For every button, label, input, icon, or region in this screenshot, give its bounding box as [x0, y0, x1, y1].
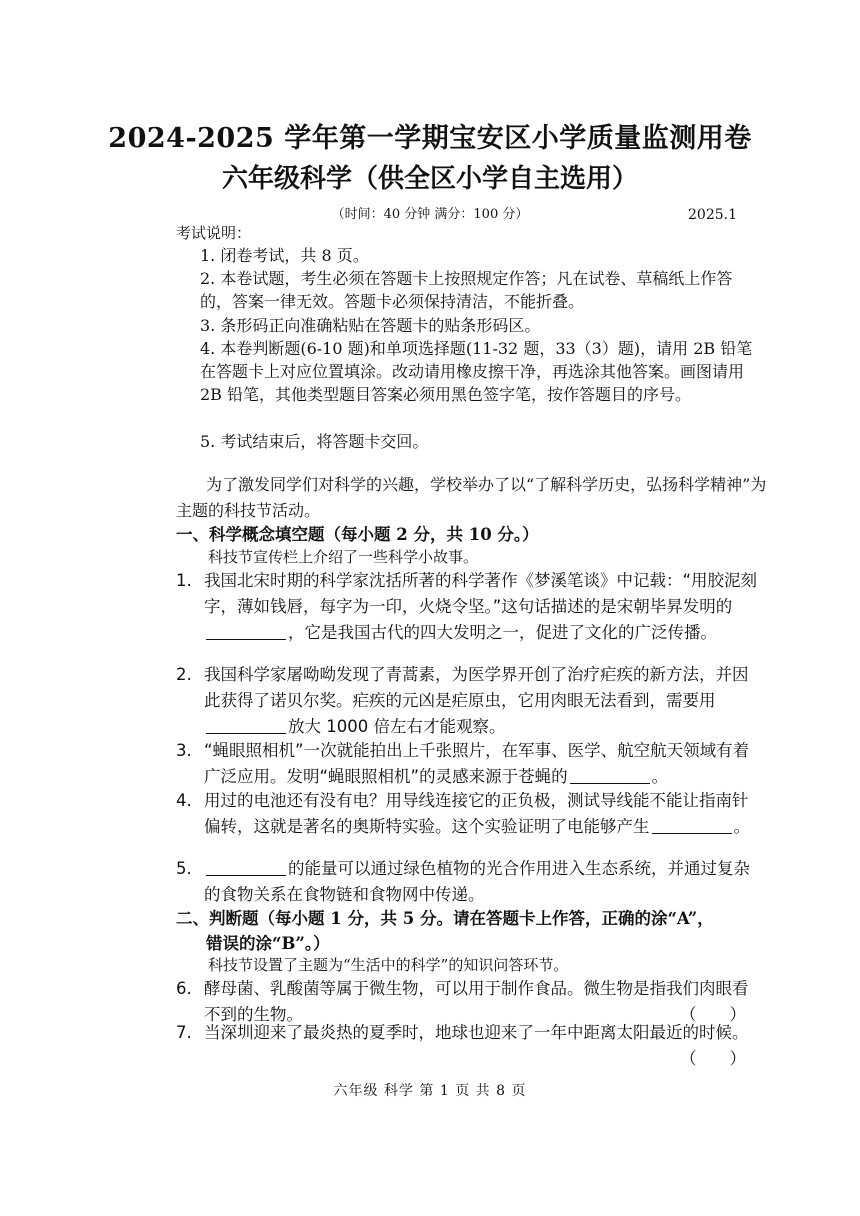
question-4: [176, 788, 762, 840]
question-text: 当深圳迎来了最炎热的夏季时，地球也迎来了一年中距离太阳最近的时候。: [204, 1023, 749, 1042]
instruction-item: 1. 闭卷考试，共 8 页。: [200, 246, 369, 265]
question-text: “蝇眼照相机”一次就能拍出上千张照片，在军事、医学、航空航天领域有着广泛应用。发明“蝇眼照相机”的灵感来源于苍蝇的: [204, 741, 750, 786]
question-text: 我国科学家屠呦呦发现了青蒿素，为医学界开创了治疗疟疾的新方法，并因此获得了诺贝尔奖。疟疾的元凶是疟原虫，它用肉眼无法看到，需要用: [204, 665, 749, 710]
section2-title: [176, 906, 714, 956]
answer-blank[interactable]: [570, 765, 650, 784]
question-1: [176, 568, 762, 646]
question-text: 我国北宋时期的科学家沈括所著的科学著作《梦溪笔谈》中记载：“用胶泥刻字，薄如钱唇，每字为一印，火烧令坚。”这句话描述的是宋朝毕昇发明的: [204, 571, 758, 616]
answer-parentheses[interactable]: （ ）: [680, 1049, 746, 1068]
answer-blank[interactable]: [206, 857, 286, 876]
section1-subtitle: 科技节宣传栏上介绍了一些科学小故事。: [208, 548, 479, 566]
exam-title: 2024-2025 学年第一学期宝安区小学质量监测用卷: [108, 123, 752, 154]
question-number: 1.: [176, 571, 192, 590]
question-text: ，它是我国古代的四大发明之一，促进了文化的广泛传播。: [288, 623, 717, 642]
answer-parentheses[interactable]: （ ）: [680, 1005, 746, 1024]
page-footer: 六年级 科学 第 1 页 共 8 页: [333, 1083, 527, 1099]
question-text: 。: [651, 767, 669, 786]
question-number: 6.: [176, 979, 192, 998]
question-3: [176, 738, 762, 790]
question-2: [176, 662, 762, 740]
answer-blank[interactable]: [206, 621, 286, 640]
question-7: [176, 1020, 762, 1072]
question-text: 放大 1000 倍左右才能观察。: [288, 717, 506, 736]
answer-blank[interactable]: [206, 715, 286, 734]
time-info: （时间：40 分钟 满分：100 分）: [331, 207, 529, 222]
question-number: 7.: [176, 1023, 192, 1042]
instruction-item: 3. 条形码正向准确粘贴在答题卡的贴条形码区。: [200, 316, 541, 335]
exam-subtitle: 六年级科学（供全区小学自主选用）: [221, 164, 638, 194]
answer-blank[interactable]: [652, 815, 732, 834]
question-number: 2.: [176, 665, 192, 684]
question-text: 的能量可以通过绿色植物的光合作用进入生态系统，并通过复杂的食物关系在食物链和食物网中传递。: [204, 859, 750, 904]
instruction-item: 5. 考试结束后，将答题卡交回。: [200, 432, 429, 451]
section2-subtitle: 科技节设置了主题为“生活中的科学”的知识问答环节。: [208, 956, 569, 974]
question-number: 4.: [176, 791, 192, 810]
question-number: 5.: [176, 859, 192, 878]
section2-title-line: 错误的涂“B”。）: [206, 934, 330, 953]
exam-date: 2025.1: [688, 207, 737, 223]
instruction-item: [182, 267, 760, 313]
question-text: 用过的电池还有没有电？用导线连接它的正负极，测试导线能不能让指南针偏转，这就是著名的奥斯特实验。这个实验证明了电能够产生: [204, 791, 749, 836]
question-text: 。: [733, 817, 750, 836]
section1-title: 一、科学概念填空题（每小题 2 分，共 10 分。）: [176, 525, 539, 544]
question-5: [176, 856, 762, 908]
question-number: 3.: [176, 741, 192, 760]
question-text: 酵母菌、乳酸菌等属于微生物，可以用于制作食品。微生物是指我们肉眼看不到的生物。: [204, 979, 749, 1024]
instructions-heading: 考试说明：: [176, 224, 252, 242]
intro-paragraph: 为了激发同学们对科学的兴趣，学校举办了以“了解科学历史，弘扬科学精神”为主题的科技节活动。: [176, 475, 767, 520]
instruction-item: 4. 本卷判断题(6-10 题)和单项选择题(11-32 题，33（3）题)，请用 2B 铅笔在答题卡上对应位置填涂。改动请用橡皮擦干净，再选涂其他答案。画图请用 2B 铅笔，其他类型题目答案必须用黑色签字笔，按作答题目的序号。: [200, 339, 753, 404]
instruction-text: 2. 本卷试题，考生必须在答题卡上按照规定作答；凡在试卷、草稿纸上作答的，答案一律无效。答题卡必须保持清洁，不能折叠。: [200, 269, 733, 311]
section2-title-line: 二、判断题（每小题 1 分，共 5 分。请在答题卡上作答，正确的涂“A”，: [176, 909, 714, 928]
